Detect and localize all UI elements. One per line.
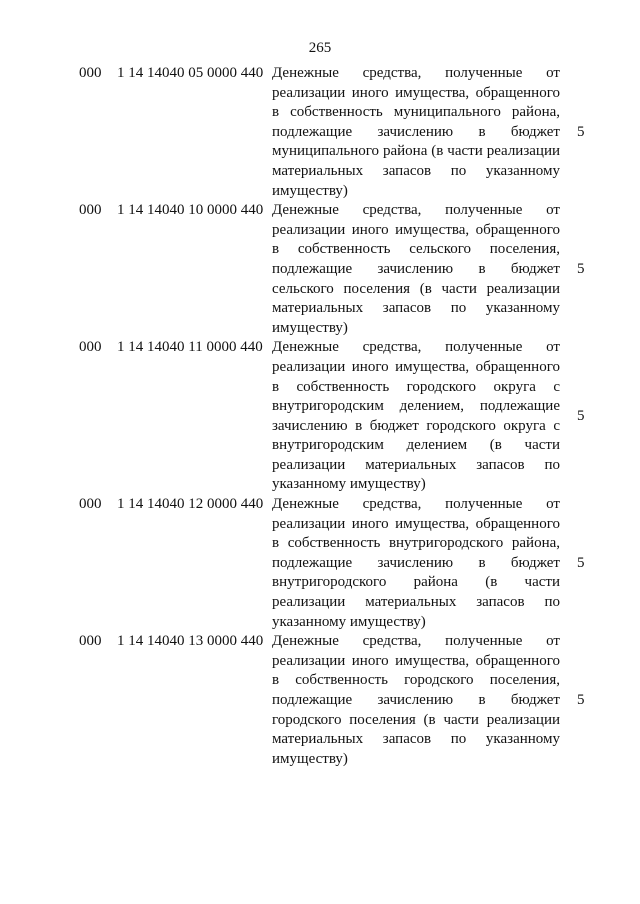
budget-classification-code: 1 14 14040 13 0000 440	[117, 633, 264, 650]
group-code: 000	[79, 496, 102, 513]
budget-classification-code: 1 14 14040 10 0000 440	[117, 202, 264, 219]
budget-classification-code: 1 14 14040 11 0000 440	[117, 339, 263, 356]
budget-codes-table	[0, 64, 640, 769]
table-row	[0, 338, 640, 495]
table-row	[0, 64, 640, 201]
norm-value: 5	[577, 554, 585, 571]
group-code: 000	[79, 202, 102, 219]
income-description: Денежные средства, полученные от реализации иного имущества, обращенного в собственность городского округа с внутригородским делением, подлежащие зачислению в бюджет городского округа с внутригородским делением (в части реализации материальных запасов по указанному имуществу)	[272, 339, 560, 493]
table-row	[0, 495, 640, 632]
income-description: Денежные средства, полученные от реализации иного имущества, обращенного в собственность муниципального района, подлежащие зачислению в бюджет муниципального района (в части реализации материальных запасов по указанному имуществу)	[272, 65, 560, 199]
group-code: 000	[79, 339, 102, 356]
table-row	[0, 632, 640, 769]
income-description: Денежные средства, полученные от реализации иного имущества, обращенного в собственность сельского поселения, подлежащие зачислению в бюджет сельского поселения (в части реализации материальных запасов по указанному имуществу)	[272, 202, 560, 336]
income-description: Денежные средства, полученные от реализации иного имущества, обращенного в собственность городского поселения, подлежащие зачислению в бюджет городского поселения (в части реализации материальных запасов по указанному имуществу)	[272, 633, 560, 767]
budget-classification-code: 1 14 14040 12 0000 440	[117, 496, 264, 513]
norm-value: 5	[577, 407, 585, 424]
norm-value: 5	[577, 692, 585, 708]
income-description: Денежные средства, полученные от реализации иного имущества, обращенного в собственность внутригородского района, подлежащие зачислению в бюджет внутригородского района (в части реализации материальных запасов по указанному имуществу)	[272, 496, 560, 630]
norm-value: 5	[577, 260, 585, 277]
budget-classification-code: 1 14 14040 05 0000 440	[117, 65, 264, 81]
page-number: 265	[308, 40, 332, 56]
norm-value: 5	[577, 123, 585, 140]
group-code: 000	[79, 633, 102, 650]
group-code: 000	[79, 65, 102, 81]
table-row	[0, 201, 640, 338]
